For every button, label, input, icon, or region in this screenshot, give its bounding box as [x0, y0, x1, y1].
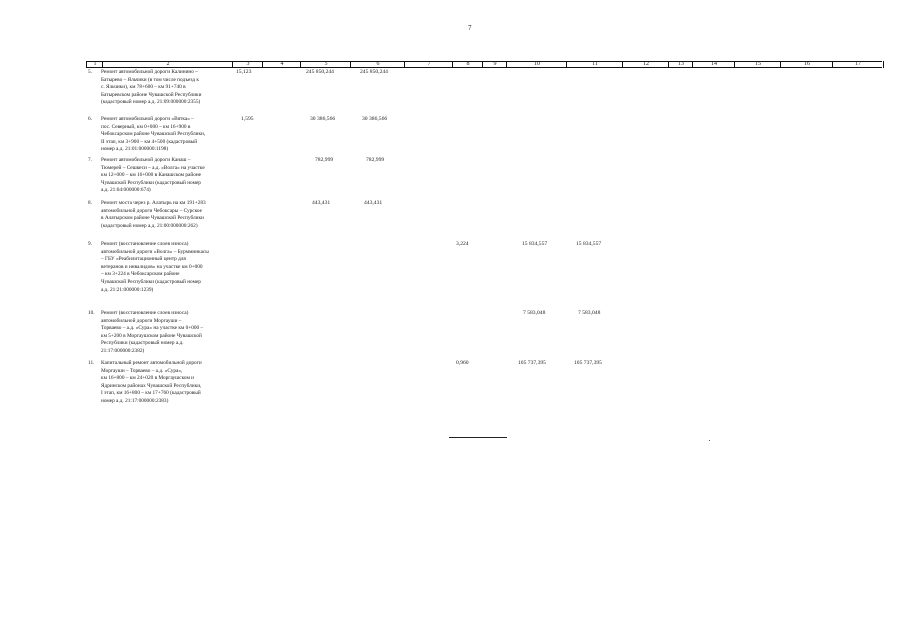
- col-header-9: 9: [482, 61, 507, 68]
- description-line: автомобильной дороги Моргауши –: [101, 317, 182, 324]
- description-line: Ядринском районах Чувашской Республики,: [101, 382, 202, 389]
- description-line: Ремонт моста через р. Алатырь на км 191+283: [101, 200, 206, 206]
- description-line: ветеранов и инвалидов» на участке км 0+000: [101, 263, 203, 270]
- description-line: км 16+800 – км 24+020 в Моргаушском и: [101, 375, 194, 382]
- cell-col-8: 0,960: [456, 360, 469, 366]
- description-line: номер а.д. 21:17:000000:2383): [101, 397, 169, 404]
- row-description: [101, 116, 236, 154]
- cell-col-10: 15 834,557: [522, 241, 548, 247]
- row-number: 11.: [88, 360, 95, 366]
- cell-col-5: 245 850,244: [306, 69, 334, 75]
- description-line: Батырево – Яльчики (в том числе подъезд к: [101, 76, 199, 83]
- description-line: в Алатырском районе Чувашской Республики: [101, 215, 204, 222]
- col-header-3: 3: [232, 61, 263, 68]
- cell-col-11: 7 583,048: [578, 310, 601, 316]
- description-line: 21:17:000000:2382): [101, 347, 145, 354]
- row-number: 10.: [88, 310, 95, 316]
- cell-col-6: 782,999: [366, 157, 385, 163]
- row-description: [101, 241, 236, 294]
- description-line: а.д. 21:04:000000:674): [101, 187, 151, 194]
- description-line: Тюмерей – Сешкеси – а.д. «Волга» на участке: [101, 164, 205, 171]
- row-number: 6.: [88, 116, 92, 122]
- description-line: Батыревском районе Чувашской Республики: [101, 91, 202, 98]
- col-header-14: 14: [692, 61, 735, 68]
- cell-col-6: 30 386,566: [362, 116, 388, 122]
- description-line: км 12+000 – км 16+000 в Канашском районе: [101, 172, 202, 179]
- row-description: [101, 69, 236, 107]
- col-header-4: 4: [262, 61, 301, 68]
- col-header-17: 17: [832, 61, 884, 68]
- row-description: [101, 157, 236, 195]
- description-line: (кадастровый номер а.д. 21:09:000000:2355): [101, 99, 201, 106]
- cell-col-6: 245 850,244: [360, 69, 388, 75]
- page-number: 7: [468, 24, 472, 32]
- row-description: [101, 200, 236, 230]
- description-line: с. Яльчики), км 78+600 – км 91+740 в: [101, 84, 186, 91]
- col-header-7: 7: [404, 61, 453, 68]
- cell-col-5: 30 386,566: [310, 116, 336, 122]
- row-description: [101, 310, 236, 356]
- cell-col-10: 7 583,048: [523, 310, 546, 316]
- description-line: I этап, км 16+800 – км 17+760 (кадастровый: [101, 390, 201, 397]
- description-line: автомобильной дороги «Волга» – Бурмминкасы: [101, 248, 209, 255]
- description-line: – ГБУ «Реабилитационный центр для: [101, 256, 186, 263]
- col-header-1: 1: [86, 61, 103, 68]
- cell-col-8: 3,224: [456, 241, 469, 247]
- col-header-11: 11: [566, 61, 623, 68]
- description-line: номер а.д. 21:01:000000:1198): [101, 146, 169, 153]
- description-line: Ремонт (восстановление слоев износа): [101, 241, 189, 247]
- scan-speck: [709, 440, 710, 441]
- description-line: Ремонт (восстановление слоев износа): [101, 310, 189, 316]
- row-number: 9.: [88, 241, 92, 247]
- description-line: Капитальный ремонт автомобильной дороги: [101, 360, 202, 366]
- description-line: Чувашской Республики (кадастровый номер: [101, 278, 201, 285]
- description-line: автомобильной дороги Чебоксары – Сурское: [101, 207, 202, 214]
- description-line: Ремонт автомобильной дороги Канаш –: [101, 157, 191, 163]
- col-header-13: 13: [668, 61, 693, 68]
- cell-col-5: 443,431: [312, 200, 331, 206]
- description-line: Ремонт автомобильной дороги «Вятка» –: [101, 116, 194, 122]
- signature-line: [449, 437, 507, 438]
- col-header-6: 6: [350, 61, 405, 68]
- col-header-2: 2: [102, 61, 233, 68]
- cell-col-5: 782,999: [315, 157, 334, 163]
- description-line: км 5+200 в Моргаушском районе Чувашской: [101, 332, 202, 339]
- description-line: пос. Северный, км 0+000 – км 16+900 в: [101, 123, 191, 130]
- col-header-5: 5: [300, 61, 351, 68]
- description-line: Республики (кадастровый номер а.д.: [101, 340, 184, 347]
- description-line: II этап, км 3+900 – км 4+500 (кадастровый: [101, 138, 198, 145]
- description-line: – км 3+224 в Чебоксарском районе: [101, 271, 180, 278]
- row-number: 7.: [88, 157, 92, 163]
- col-header-16: 16: [780, 61, 833, 68]
- description-line: Чебоксарском районе Чувашской Республики,: [101, 131, 206, 138]
- row-number: 5.: [88, 69, 92, 75]
- cell-col-11: 15 834,557: [576, 241, 602, 247]
- row-description: [101, 360, 236, 406]
- cell-col-3: 15,123: [236, 69, 252, 75]
- col-header-8: 8: [452, 61, 483, 68]
- col-header-10: 10: [506, 61, 567, 68]
- description-line: а.д. 21:21:000000:1239): [101, 286, 154, 293]
- cell-col-3: 1,595: [241, 116, 254, 122]
- description-line: Моргауши – Торваево – а.д. «Сура»,: [101, 367, 183, 374]
- description-line: Чувашской Республики (кадастровый номер: [101, 179, 201, 186]
- row-number: 8.: [88, 200, 92, 206]
- cell-col-6: 443,431: [364, 200, 383, 206]
- description-line: Торваево – а.д. «Сура» на участке км 0+000 –: [101, 325, 204, 332]
- cell-col-10: 105 737,395: [518, 360, 546, 366]
- description-line: (кадастровый номер а.д. 21:00:000000:262): [101, 222, 198, 229]
- col-header-15: 15: [734, 61, 781, 68]
- col-header-12: 12: [622, 61, 669, 68]
- description-line: Ремонт автомобильной дороги Калинино –: [101, 69, 198, 75]
- cell-col-11: 105 737,395: [574, 360, 602, 366]
